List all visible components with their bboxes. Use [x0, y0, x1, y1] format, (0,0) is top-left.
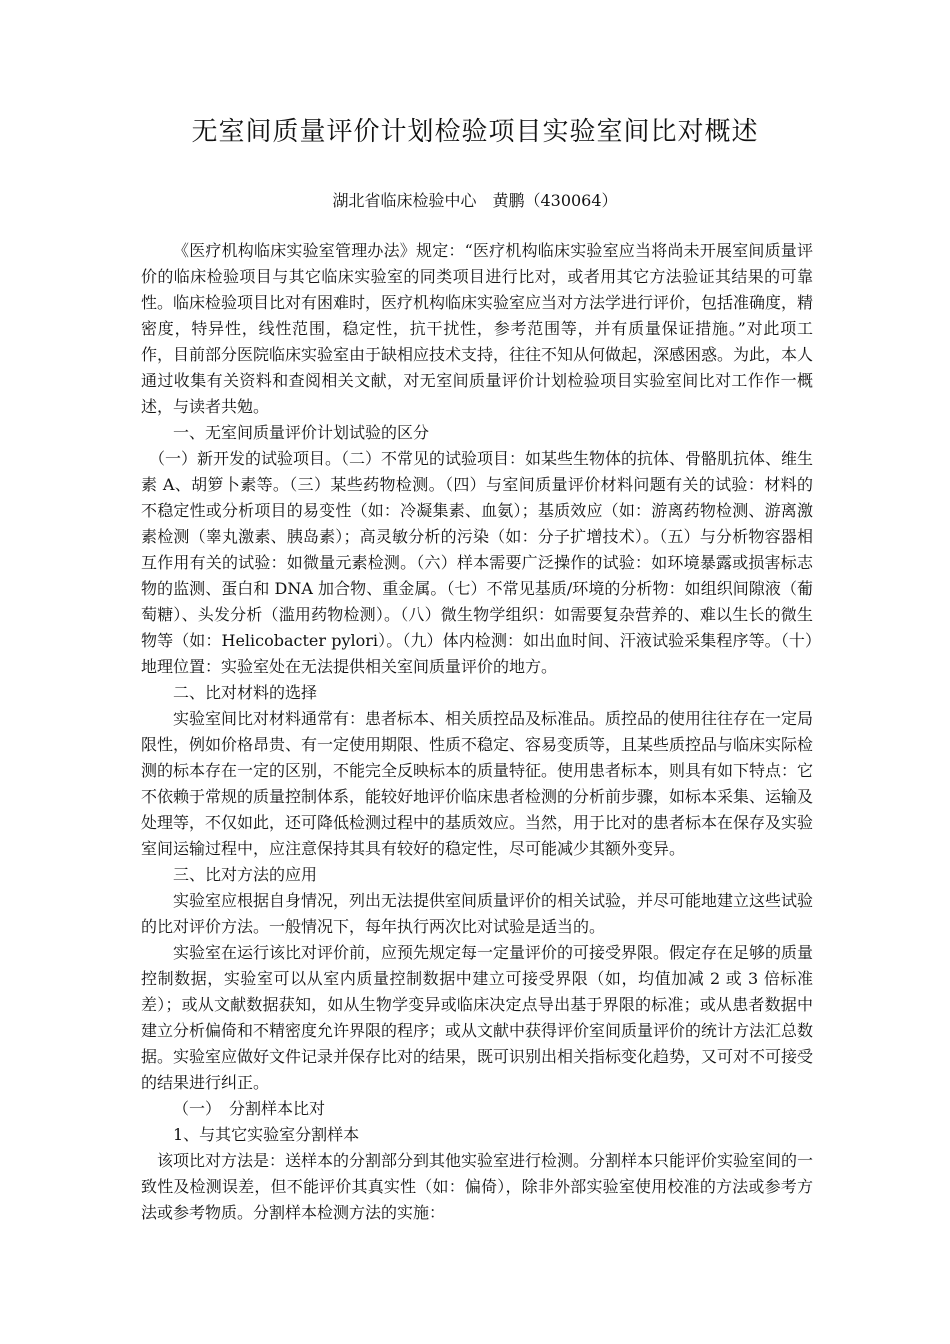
section-heading-2: 二、比对材料的选择 — [173, 683, 318, 702]
methods-paragraph-1: 实验室应根据自身情况，列出无法提供室间质量评价的相关试验，并尽可能地建立这些试验的比对评价方法。一般情况下，每年执行两次比对试验是适当的。 — [141, 891, 814, 936]
classification-paragraph: （一）新开发的试验项目。（二）不常见的试验项目：如某些生物体的抗体、骨骼肌抗体、维生素 A、胡箩卜素等。（三）某些药物检测。（四）与室间质量评价材料问题有关的试验：材料的不稳定性或分析项目的易变性（如：冷凝集素、血氨）；基质效应（如：游离药物检测、游离激素检测（睾丸激素、胰岛素）；高灵敏分析的污染（如：分子扩增技术）。（五）与分析物容器相互作用有关的试验：如微量元素检测。（六）样本需要广泛操作的试验：如环境暴露或损害标志物的监测、蛋白和 DNA 加合物、重金属。（七）不常见基质/环境的分析物：如组织间隙液（葡萄糖）、头发分析（滥用药物检测）。（八）微生物学组织：如需要复杂营养的、难以生长的微生物等（如：Helicobacter pylori）。（九）体内检测：如出血时间、汗液试验采集程序等。（十）地理位置：实验室处在无法提供相关室间质量评价的地方。 — [141, 449, 814, 676]
materials-paragraph: 实验室间比对材料通常有：患者标本、相关质控品及标准品。质控品的使用往往存在一定局限性，例如价格昂贵、有一定使用期限、性质不稳定、容易变质等，且某些质控品与临床实际检测的标本存在一定的区别，不能完全反映标本的质量特征。使用患者标本，则具有如下特点：它不依赖于常规的质量控制体系，能较好地评价临床患者检测的分析前步骤，如标本采集、运输及处理等，不仅如此，还可降低检测过程中的基质效应。当然，用于比对的患者标本在保存及实验室间运输过程中，应注意保持其具有较好的稳定性，尽可能减少其额外变异。 — [141, 709, 814, 858]
subsection-heading-1: （一） 分割样本比对 — [173, 1099, 326, 1118]
split-sample-paragraph: 该项比对方法是：送样本的分割部分到其他实验室进行检测。分割样本只能评价实验室间的一致性及检测误差，但不能评价其真实性（如：偏倚），除非外部实验室使用校准的方法或参考方法或参考物质。分割样本检测方法的实施： — [141, 1151, 814, 1222]
intro-paragraph: 《医疗机构临床实验室管理办法》规定：“医疗机构临床实验室应当将尚未开展室间质量评价的临床检验项目与其它临床实验室的同类项目进行比对，或者用其它方法验证其结果的可靠性。临床检验项目比对有困难时，医疗机构临床实验室应当对方法学进行评价，包括准确度，精密度，特异性，线性范围，稳定性，抗干扰性，参考范围等，并有质量保证措施。”对此项工作，目前部分医院临床实验室由于缺相应技术支持，往往不知从何做起，深感困惑。为此，本人通过收集有关资料和查阅相关文献，对无室间质量评价计划检验项目实验室间比对工作作一概述，与读者共勉。 — [141, 241, 814, 416]
author-line: 湖北省临床检验中心 黄鹏（430064） — [332, 191, 618, 210]
document-title: 无室间质量评价计划检验项目实验室间比对概述 — [191, 117, 759, 147]
methods-paragraph-2: 实验室在运行该比对评价前，应预先规定每一定量评价的可接受界限。假定存在足够的质量控制数据，实验室可以从室内质量控制数据中建立可接受界限（如，均值加减 2 或 3 倍标准差）；或从文献数据获知，如从生物学变异或临床决定点导出基于界限的标准；或从患者数据中建立分析偏倚和不精密度允许界限的程序；或从文献中获得评价室间质量评价的统计方法汇总数据。实验室应做好文件记录并保存比对的结果，既可识别出相关指标变化趋势，又可对不可接受的结果进行纠正。 — [141, 943, 814, 1092]
document-body — [141, 238, 813, 1226]
subsection-heading-1-1: 1、与其它实验室分割样本 — [173, 1125, 360, 1144]
section-heading-1: 一、无室间质量评价计划试验的区分 — [173, 423, 430, 442]
section-heading-3: 三、比对方法的应用 — [173, 865, 318, 884]
